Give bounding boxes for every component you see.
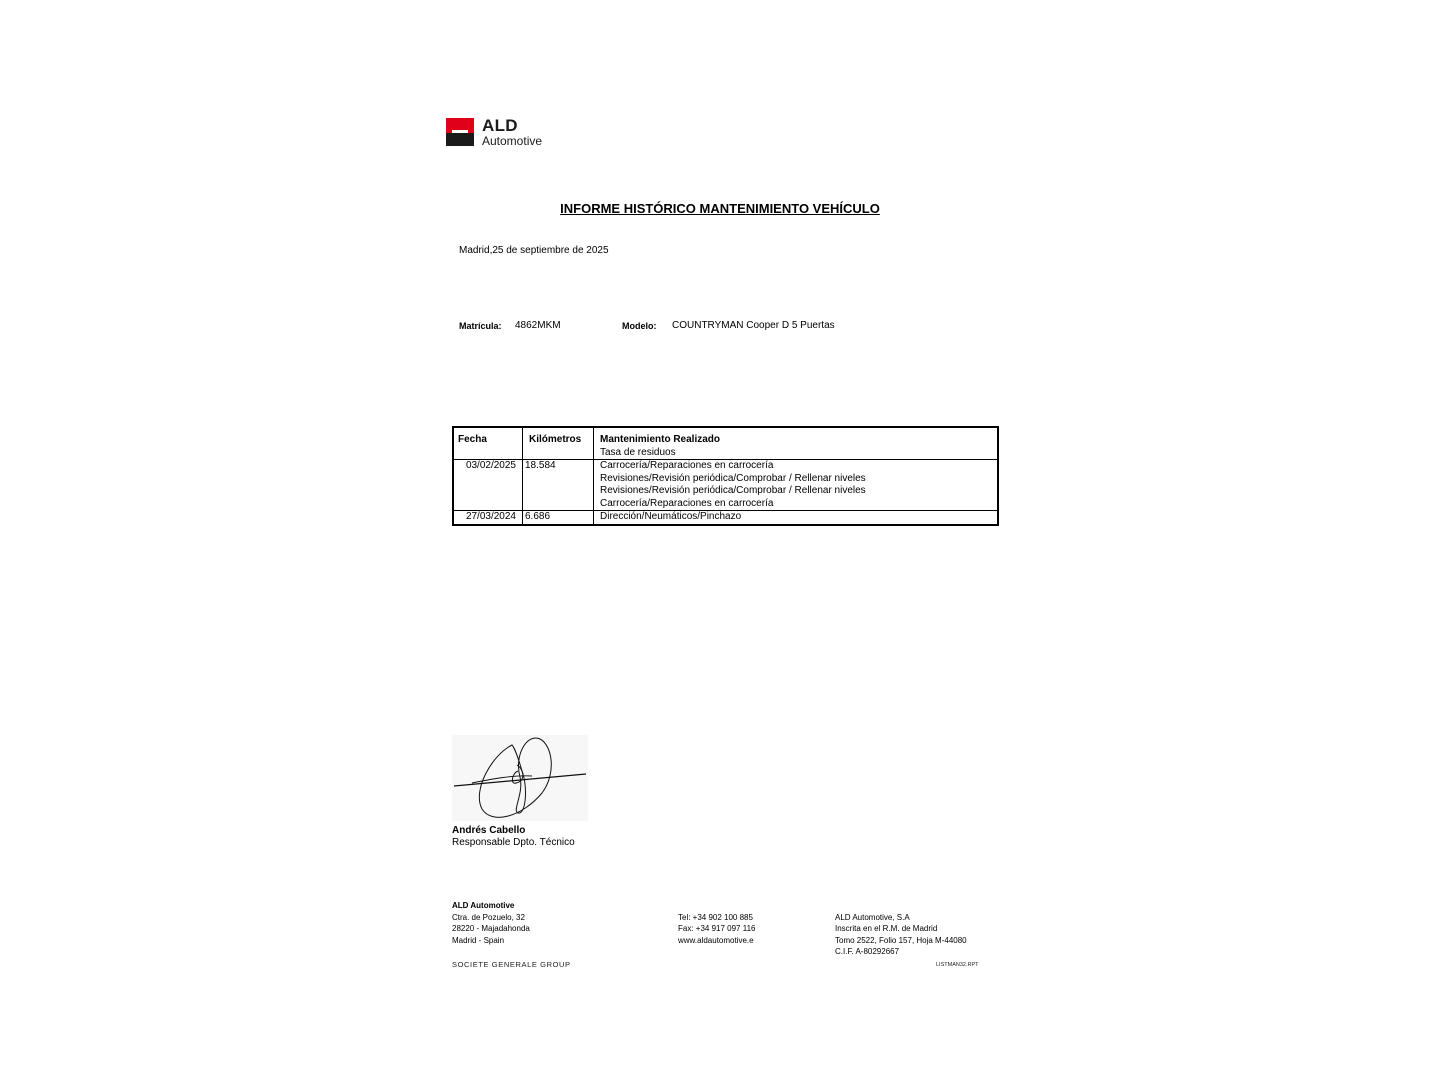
work-line: Revisiones/Revisión periódica/Comprobar / Rellenar niveles <box>600 485 866 496</box>
address-line: Ctra. de Pozuelo, 32 <box>452 913 525 922</box>
footer-contact <box>678 912 755 946</box>
work-line: Carrocería/Reparaciones en carrocería <box>600 460 774 471</box>
signatory-name: Andrés Cabello <box>452 825 526 836</box>
contact-line: Tel: +34 902 100 885 <box>678 913 753 922</box>
contact-line: www.aldautomotive.e <box>678 935 754 945</box>
report-code: LISTMAN32.RPT <box>936 962 979 968</box>
logo-mark-icon <box>446 118 474 146</box>
table-row <box>453 460 998 511</box>
legal-line: Tomo 2522, Folio 157, Hoja M-44080 <box>835 935 967 945</box>
plate-label: Matrícula: <box>459 321 502 331</box>
company-logo <box>446 118 552 148</box>
row-date: 03/02/2025 <box>453 460 523 511</box>
header-date: Fecha <box>453 427 523 460</box>
signatory-role: Responsable Dpto. Técnico <box>452 837 575 848</box>
signature-image <box>452 735 588 821</box>
model-value: COUNTRYMAN Cooper D 5 Puertas <box>672 320 835 331</box>
header-km: Kilómetros <box>523 427 594 460</box>
footer-legal <box>835 912 967 957</box>
header-work-label: Mantenimiento Realizado <box>600 434 721 445</box>
group-name: SOCIETE GENERALE GROUP <box>452 960 571 969</box>
footer-address <box>452 912 530 946</box>
header-work-extra: Tasa de residuos <box>600 446 676 458</box>
row-km: 6.686 <box>523 511 594 525</box>
footer-company: ALD Automotive <box>452 901 515 910</box>
row-date: 27/03/2024 <box>453 511 523 525</box>
address-line: Madrid - Spain <box>452 935 505 945</box>
table-row <box>453 511 998 525</box>
work-line: Carrocería/Reparaciones en carrocería <box>600 497 774 509</box>
maintenance-table <box>452 426 999 526</box>
contact-line: Fax: +34 917 097 116 <box>678 924 756 934</box>
signature-drawing <box>452 735 588 821</box>
model-label: Modelo: <box>622 321 657 331</box>
table-header-row <box>453 427 998 460</box>
address-line: 28220 - Majadahonda <box>452 924 530 934</box>
row-km: 18.584 <box>523 460 594 511</box>
report-title: INFORME HISTÓRICO MANTENIMIENTO VEHÍCULO <box>560 201 880 216</box>
work-line: Dirección/Neumáticos/Pinchazo <box>600 511 742 522</box>
legal-line: Inscrita en el R.M. de Madrid <box>835 924 938 934</box>
legal-line: ALD Automotive, S.A <box>835 913 910 922</box>
work-line: Revisiones/Revisión periódica/Comprobar / Rellenar niveles <box>600 472 866 484</box>
logo-subtitle: Automotive <box>482 134 543 148</box>
logo-brand: ALD <box>482 116 518 135</box>
place-date: Madrid,25 de septiembre de 2025 <box>459 245 609 256</box>
legal-line: C.I.F. A-80292667 <box>835 946 900 956</box>
row-work <box>594 511 999 525</box>
row-work <box>594 460 999 511</box>
header-work <box>594 427 999 460</box>
plate-value: 4862MKM <box>515 320 561 331</box>
